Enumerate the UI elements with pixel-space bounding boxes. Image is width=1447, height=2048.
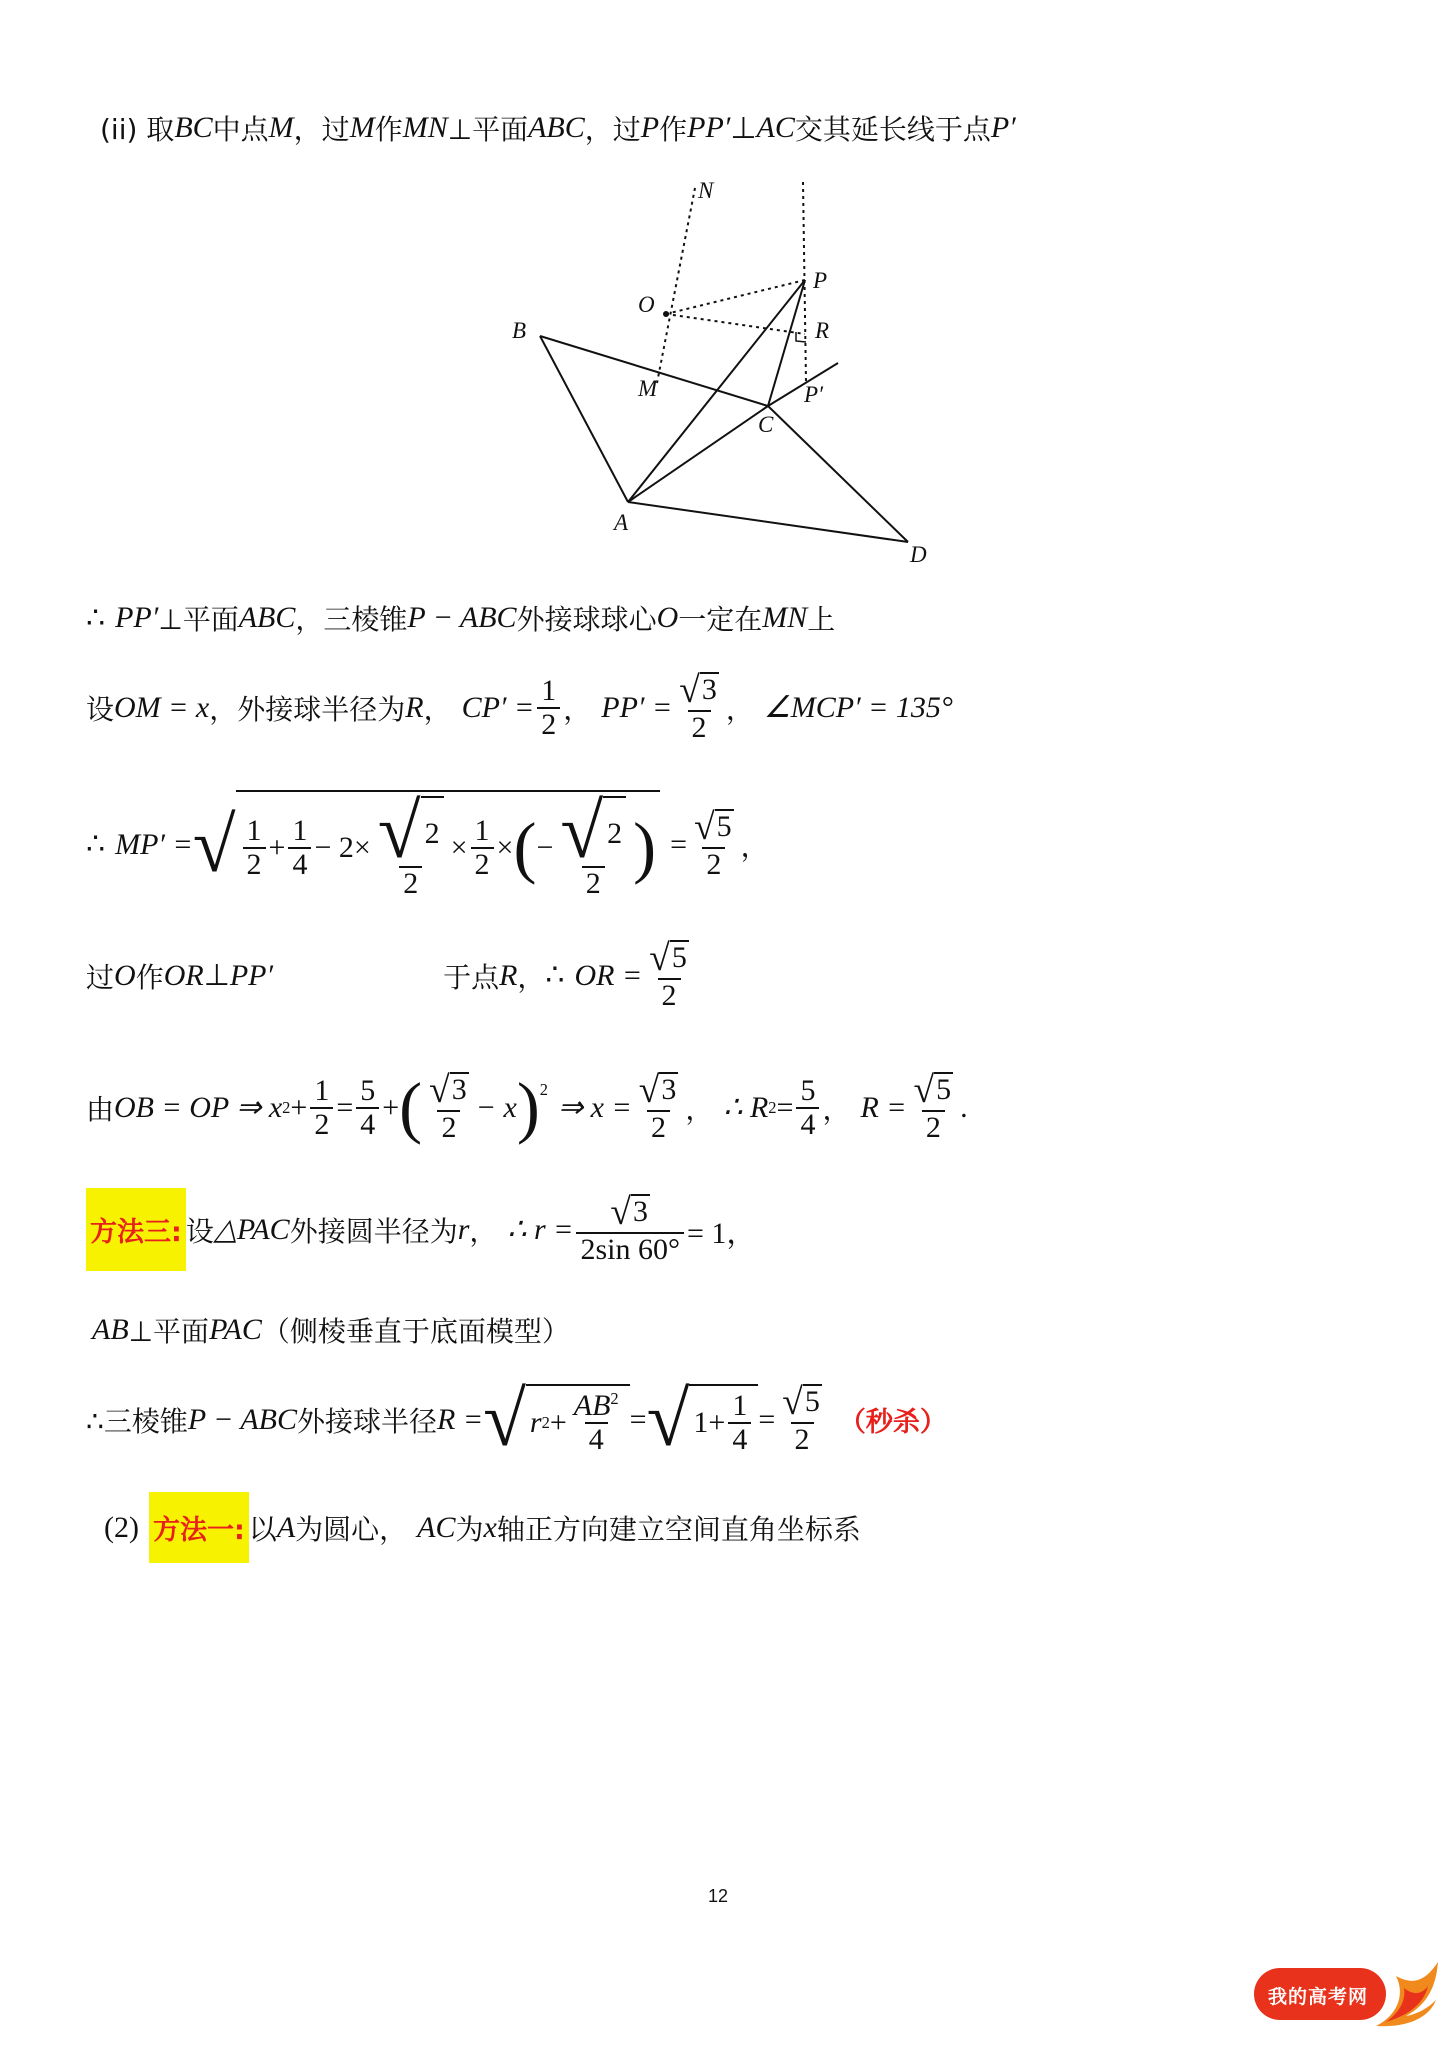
operator: . xyxy=(960,1090,968,1124)
radicand: 5 xyxy=(670,940,689,978)
exponent: 2 xyxy=(282,1097,291,1117)
numerator: 1 xyxy=(732,1389,748,1422)
math: M xyxy=(268,111,294,144)
label-c: C xyxy=(758,412,774,437)
line-6: 方法三: 设 △PAC 外接圆半径为 r ， ∴ r = √ 3 2sin 60° = 1， xyxy=(86,1188,756,1271)
denominator: 4 xyxy=(288,847,311,881)
paren: ) xyxy=(633,809,657,886)
operator: × xyxy=(450,830,468,864)
text: ⊥平面 xyxy=(447,113,529,146)
radicand: 5 xyxy=(803,1384,822,1422)
math: PP′ = xyxy=(601,690,673,724)
text: 于点 xyxy=(443,960,500,994)
math: ⊥ xyxy=(730,111,757,145)
math: ∠MCP′ = 135° xyxy=(763,691,953,724)
math: OR = xyxy=(574,958,643,992)
text: ， xyxy=(517,960,546,994)
operator: − 2× xyxy=(314,830,371,864)
numerator: 1 xyxy=(474,814,490,848)
operator: + xyxy=(268,830,286,864)
operator: = xyxy=(629,1402,647,1436)
point-o xyxy=(663,311,669,317)
text: ， xyxy=(563,692,592,726)
denominator: 2 xyxy=(647,1110,670,1144)
denominator: 2 xyxy=(537,707,560,741)
math: PAC xyxy=(209,1313,262,1346)
text: 作 xyxy=(374,113,403,146)
operator: + xyxy=(382,1090,400,1124)
math: AC xyxy=(417,1510,456,1544)
text: ∴三棱锥 xyxy=(86,1404,188,1438)
math: MP′ = xyxy=(115,827,193,861)
denominator: 2 xyxy=(688,710,711,744)
text: 外接球球心 xyxy=(516,603,657,636)
text: 一定在 xyxy=(678,603,763,636)
text: ，三棱锥 xyxy=(295,603,408,636)
math: AC xyxy=(756,111,795,144)
method-one-highlight: 方法一: xyxy=(149,1492,249,1563)
edge-ac xyxy=(628,406,768,502)
text: 轴正方向建立空间直角坐标系 xyxy=(496,1512,861,1546)
math: ∴ R xyxy=(723,1091,769,1124)
radicand: 5 xyxy=(715,809,734,847)
radicand: 2 xyxy=(421,796,444,866)
math: R = xyxy=(860,1090,907,1124)
denominator: 2 xyxy=(702,847,725,881)
math: P − ABC xyxy=(187,1402,297,1436)
denominator: 2 xyxy=(243,847,266,881)
edge-cd xyxy=(768,406,908,542)
operator: − xyxy=(536,830,554,864)
math: CP′ = xyxy=(461,690,535,724)
math: R xyxy=(405,690,424,724)
fraction xyxy=(537,675,560,740)
sqrt: √ r 2 + $\frac{AB^2}{4}$ xyxy=(483,1384,630,1455)
numerator: 1 xyxy=(292,814,308,848)
label-r: R xyxy=(815,318,830,343)
watermark-text: 我的高考网 xyxy=(1268,1986,1369,2008)
text: 由 xyxy=(86,1092,115,1126)
exponent: 2 xyxy=(610,1389,619,1408)
math: A xyxy=(276,1510,296,1544)
radicand: 3 xyxy=(450,1072,469,1110)
radicand: 2 xyxy=(603,796,626,866)
numerator: 1 xyxy=(314,1074,330,1107)
line-2 xyxy=(86,672,953,743)
sqrt: √ 3 xyxy=(679,670,717,711)
denominator: 4 xyxy=(585,1422,608,1456)
operator: = xyxy=(670,827,688,861)
math: △PAC xyxy=(213,1213,290,1246)
denominator: 4 xyxy=(356,1107,379,1141)
math: P′ xyxy=(990,111,1016,144)
math: AB xyxy=(92,1313,129,1346)
numerator: 1 xyxy=(246,814,262,848)
operator: + xyxy=(549,1405,567,1439)
math: 1+ xyxy=(693,1405,726,1439)
sqrt: √ $\frac{1}{2}$ + $\frac{1}{4}$ − 2× √ 2 2 × $\frac{1}{2}$ × ( − √ 2 2 ) xyxy=(193,790,660,900)
text: 设 xyxy=(86,692,115,726)
math: x xyxy=(483,1510,497,1544)
math: OM = x xyxy=(114,690,210,724)
math: OR xyxy=(163,958,204,992)
label-b: B xyxy=(512,318,527,343)
edge-ba xyxy=(540,336,628,502)
math: ABC xyxy=(238,601,296,634)
method-three-highlight: 方法三: xyxy=(86,1188,186,1271)
denominator: 2 xyxy=(582,866,605,900)
text: 为圆心， xyxy=(295,1512,408,1546)
watermark-logo xyxy=(1254,1956,1444,2028)
label-o: O xyxy=(638,292,655,317)
geometry-figure xyxy=(500,170,970,570)
label-m: M xyxy=(638,376,658,401)
radicand: 3 xyxy=(700,672,719,710)
paren: ( xyxy=(513,809,537,886)
paren: ( xyxy=(399,1069,423,1145)
text: 外接圆半径为 xyxy=(289,1214,458,1248)
math: ∴ xyxy=(86,601,106,635)
text: 作 xyxy=(135,960,164,994)
segment-op xyxy=(666,280,805,314)
math: PP′ xyxy=(687,111,731,144)
exponent: 2 xyxy=(768,1097,777,1117)
label-n: N xyxy=(698,178,714,203)
operator: = xyxy=(776,1090,794,1124)
sqrt: √ 1+ $\frac{1}{4}$ xyxy=(647,1384,759,1455)
exponent: 2 xyxy=(539,1080,549,1099)
text: 作 xyxy=(659,113,688,146)
text: ⊥平面 xyxy=(128,1315,210,1348)
operator: + xyxy=(290,1090,308,1124)
math: MN xyxy=(762,601,808,634)
denominator: 2 xyxy=(437,1110,460,1144)
denominator: 2 xyxy=(399,866,422,900)
exponent: 2 xyxy=(541,1412,550,1432)
numerator: 5 xyxy=(800,1074,816,1107)
math: r xyxy=(457,1212,470,1246)
math: ABC xyxy=(528,111,585,144)
denominator: 2 xyxy=(310,1107,333,1141)
line-5: 由 OB = OP ⇒ x 2 + $\frac{1}{2}$ = $\frac{5}{4}$ + ( √ 3 2 − x ) $^2$ ⇒ x = √ 3 2 ， ∴ R 2 = $\frac{5}{4}$ ， R = √ 5 2 . xyxy=(86,1069,968,1145)
radicand: 3 xyxy=(631,1194,650,1232)
text: ， xyxy=(469,1214,498,1248)
math: OB = OP ⇒ x xyxy=(114,1091,283,1124)
edge-ad xyxy=(628,502,908,542)
line-3: ∴ MP′ = √ $\frac{1}{2}$ + $\frac{1}{4}$ − 2× √ 2 2 × $\frac{1}{2}$ × ( − √ 2 2 ) = √ 5 2 ， xyxy=(86,787,769,901)
text: ， xyxy=(740,829,769,863)
math: MN xyxy=(402,111,448,144)
denominator: 2 xyxy=(791,1422,814,1456)
math: O xyxy=(656,601,679,634)
math: O xyxy=(114,958,136,992)
numerator: 1 xyxy=(541,674,557,707)
label-p-prime: P′ xyxy=(804,382,824,407)
text: ⊥平面 xyxy=(158,603,239,636)
denominator: 2 xyxy=(922,1110,945,1144)
text: ， xyxy=(822,1092,851,1126)
math: ⊥ xyxy=(203,959,230,992)
text: 外接球半径 xyxy=(296,1404,437,1438)
instant-kill-note: （秒杀） xyxy=(838,1407,947,1438)
line-4: 过 O 作 OR ⊥ PP′ 于点 R ， ∴ OR = √ 5 2 xyxy=(86,938,687,1012)
text: 为 xyxy=(455,1512,484,1546)
line-mn xyxy=(657,188,695,383)
denominator: 4 xyxy=(796,1107,819,1141)
text: (ii) 取 xyxy=(100,113,175,146)
denominator: 2 xyxy=(471,847,494,881)
line-9 xyxy=(104,1492,861,1563)
radicand: 5 xyxy=(934,1072,953,1110)
text: 中点 xyxy=(212,113,269,146)
text: ，过 xyxy=(293,113,350,146)
math: R = xyxy=(437,1402,484,1436)
text: ， xyxy=(685,1092,714,1126)
numerator: AB xyxy=(573,1389,611,1422)
line-7 xyxy=(92,1310,570,1350)
numerator: 5 xyxy=(360,1074,376,1107)
math: P xyxy=(640,111,660,144)
math: r xyxy=(529,1405,542,1439)
math: BC xyxy=(174,111,213,144)
text: ，过 xyxy=(584,113,641,146)
denominator: 2 xyxy=(658,978,681,1012)
math: P − ABC xyxy=(407,601,517,634)
operator: = xyxy=(336,1090,354,1124)
math: ∴ xyxy=(86,828,106,862)
text: 以 xyxy=(248,1512,277,1546)
math: ⇒ x = xyxy=(558,1091,632,1124)
math: PP′ xyxy=(115,601,159,634)
denominator: 4 xyxy=(728,1422,751,1456)
label-p: P xyxy=(813,268,828,293)
math: ∴ r = xyxy=(507,1213,574,1246)
math: PP′ xyxy=(229,958,274,992)
page-number: 12 xyxy=(708,1886,729,1906)
text: ， xyxy=(423,692,452,726)
math: − x xyxy=(475,1090,517,1124)
text: 过 xyxy=(86,960,115,994)
radicand: 3 xyxy=(659,1072,678,1110)
text: （侧棱垂直于底面模型） xyxy=(261,1315,570,1348)
flame-icon xyxy=(1366,1956,1446,2028)
denominator: 2sin 60° xyxy=(576,1232,684,1266)
label-d: D xyxy=(910,542,927,567)
text: 上 xyxy=(807,603,836,636)
math: ∴ xyxy=(545,959,565,992)
math: M xyxy=(349,111,375,144)
operator: = xyxy=(758,1402,776,1436)
text: 交其延长线于点 xyxy=(794,113,991,146)
fraction xyxy=(675,672,723,743)
label-a: A xyxy=(614,510,629,535)
line-1 xyxy=(86,598,835,638)
paren: ) xyxy=(516,1069,540,1145)
text: ，外接球半径为 xyxy=(209,692,406,726)
line-8: ∴三棱锥 P − ABC 外接球半径 R = √ r 2 + $\frac{AB^2}{4}$ = √ 1+ $\frac{1}{4}$ = √ 5 2 （秒杀） xyxy=(86,1375,947,1463)
text: (2) xyxy=(104,1510,139,1544)
line-ii xyxy=(100,108,1016,148)
operator: × xyxy=(496,830,514,864)
text: 设 xyxy=(185,1214,214,1248)
text: ， xyxy=(725,692,754,726)
math: = 1， xyxy=(686,1216,757,1250)
segment-or xyxy=(666,314,805,334)
math: R xyxy=(499,958,518,992)
